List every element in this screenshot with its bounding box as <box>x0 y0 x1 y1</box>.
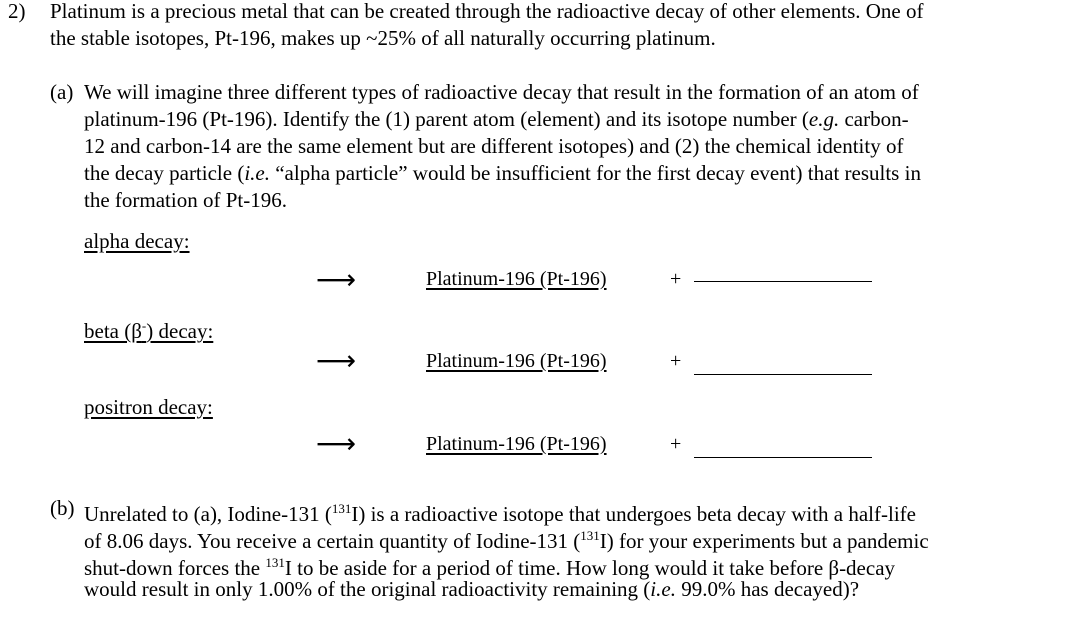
b2-sup: 131 <box>580 528 600 543</box>
b1-sup: 131 <box>331 501 352 516</box>
beta-label-end: ) decay: <box>146 319 214 343</box>
b4-pre: would result in only 1.00% of the original radioactivity remaining ( <box>84 577 651 601</box>
part-a-line-4 <box>84 160 921 187</box>
positron-product-wrap <box>426 433 607 456</box>
part-a-line-4-seg: the decay particle ( <box>84 161 245 185</box>
part-a-line-2-seg: e.g. <box>808 107 840 131</box>
b1-pre: Unrelated to (a), Iodine-131 ( <box>84 502 332 526</box>
beta-product-wrap <box>426 350 607 373</box>
part-a-line-3-seg: 12 and carbon-14 are the same element but are different isotopes) and (2) the chemical identity of <box>84 134 904 158</box>
part-a-line-3 <box>84 133 903 160</box>
b2-post: I) for your experiments but a pandemic <box>599 529 929 553</box>
part-b-label: (b) <box>50 496 75 520</box>
part-a-line-5-seg: the formation of Pt-196. <box>84 188 287 212</box>
beta-product: Platinum-196 (Pt-196) <box>426 350 607 372</box>
beta-answer-blank[interactable] <box>694 374 872 375</box>
beta-decay-label <box>84 312 213 345</box>
part-a-line-2-seg: platinum-196 (Pt-196). Identify the (1) parent atom (element) and its isotope number ( <box>84 107 809 131</box>
intro-line-2: the stable isotopes, Pt-196, makes up ~25% of all naturally occurring platinum. <box>50 26 716 50</box>
part-a-line-2 <box>84 106 909 133</box>
alpha-arrow-icon: ⟶ <box>316 263 357 296</box>
positron-arrow-icon: ⟶ <box>316 427 357 460</box>
alpha-plus: + <box>670 268 682 290</box>
part-a-line-1-seg: We will imagine three different types of radioactive decay that result in the formation of an atom of <box>84 80 919 104</box>
positron-product: Platinum-196 (Pt-196) <box>426 433 607 455</box>
intro-line-1: Platinum is a precious metal that can be created through the radioactive decay of other elements. One of <box>50 0 924 23</box>
positron-decay-label: positron decay: <box>84 395 213 419</box>
part-a-line-4-seg: “alpha particle” would be insufficient for the first decay event) that results in <box>269 161 921 185</box>
beta-label-sup: - <box>141 318 147 333</box>
b3-pre: shut-down forces the <box>84 556 266 580</box>
alpha-product-wrap <box>426 268 607 291</box>
alpha-decay-label: alpha decay: <box>84 229 190 253</box>
alpha-product: Platinum-196 (Pt-196) <box>426 268 607 290</box>
part-b-line-4 <box>84 576 859 603</box>
part-a-line-4-seg: i.e. <box>244 161 270 185</box>
b4-italic: i.e. <box>650 577 676 601</box>
beta-plus: + <box>670 350 682 372</box>
beta-label-main: beta (β <box>84 319 142 343</box>
positron-answer-blank[interactable] <box>694 457 872 458</box>
b1-post: I) is a radioactive isotope that undergoes beta decay with a half-life <box>351 502 916 526</box>
alpha-answer-blank[interactable] <box>694 281 872 282</box>
part-a-line-5 <box>84 187 287 214</box>
beta-arrow-icon: ⟶ <box>316 344 357 377</box>
problem-number: 2) <box>8 0 26 23</box>
part-a-line-2-seg: carbon- <box>839 107 909 131</box>
b4-post: 99.0% has decayed)? <box>675 577 860 601</box>
b3-post: I to be aside for a period of time. How long would it take before β-decay <box>284 556 896 580</box>
part-a-line-1 <box>84 79 919 106</box>
b3-sup: 131 <box>265 555 285 570</box>
b2-pre: of 8.06 days. You receive a certain quantity of Iodine-131 ( <box>84 529 581 553</box>
positron-plus: + <box>670 433 682 455</box>
part-a-label: (a) <box>50 80 74 104</box>
